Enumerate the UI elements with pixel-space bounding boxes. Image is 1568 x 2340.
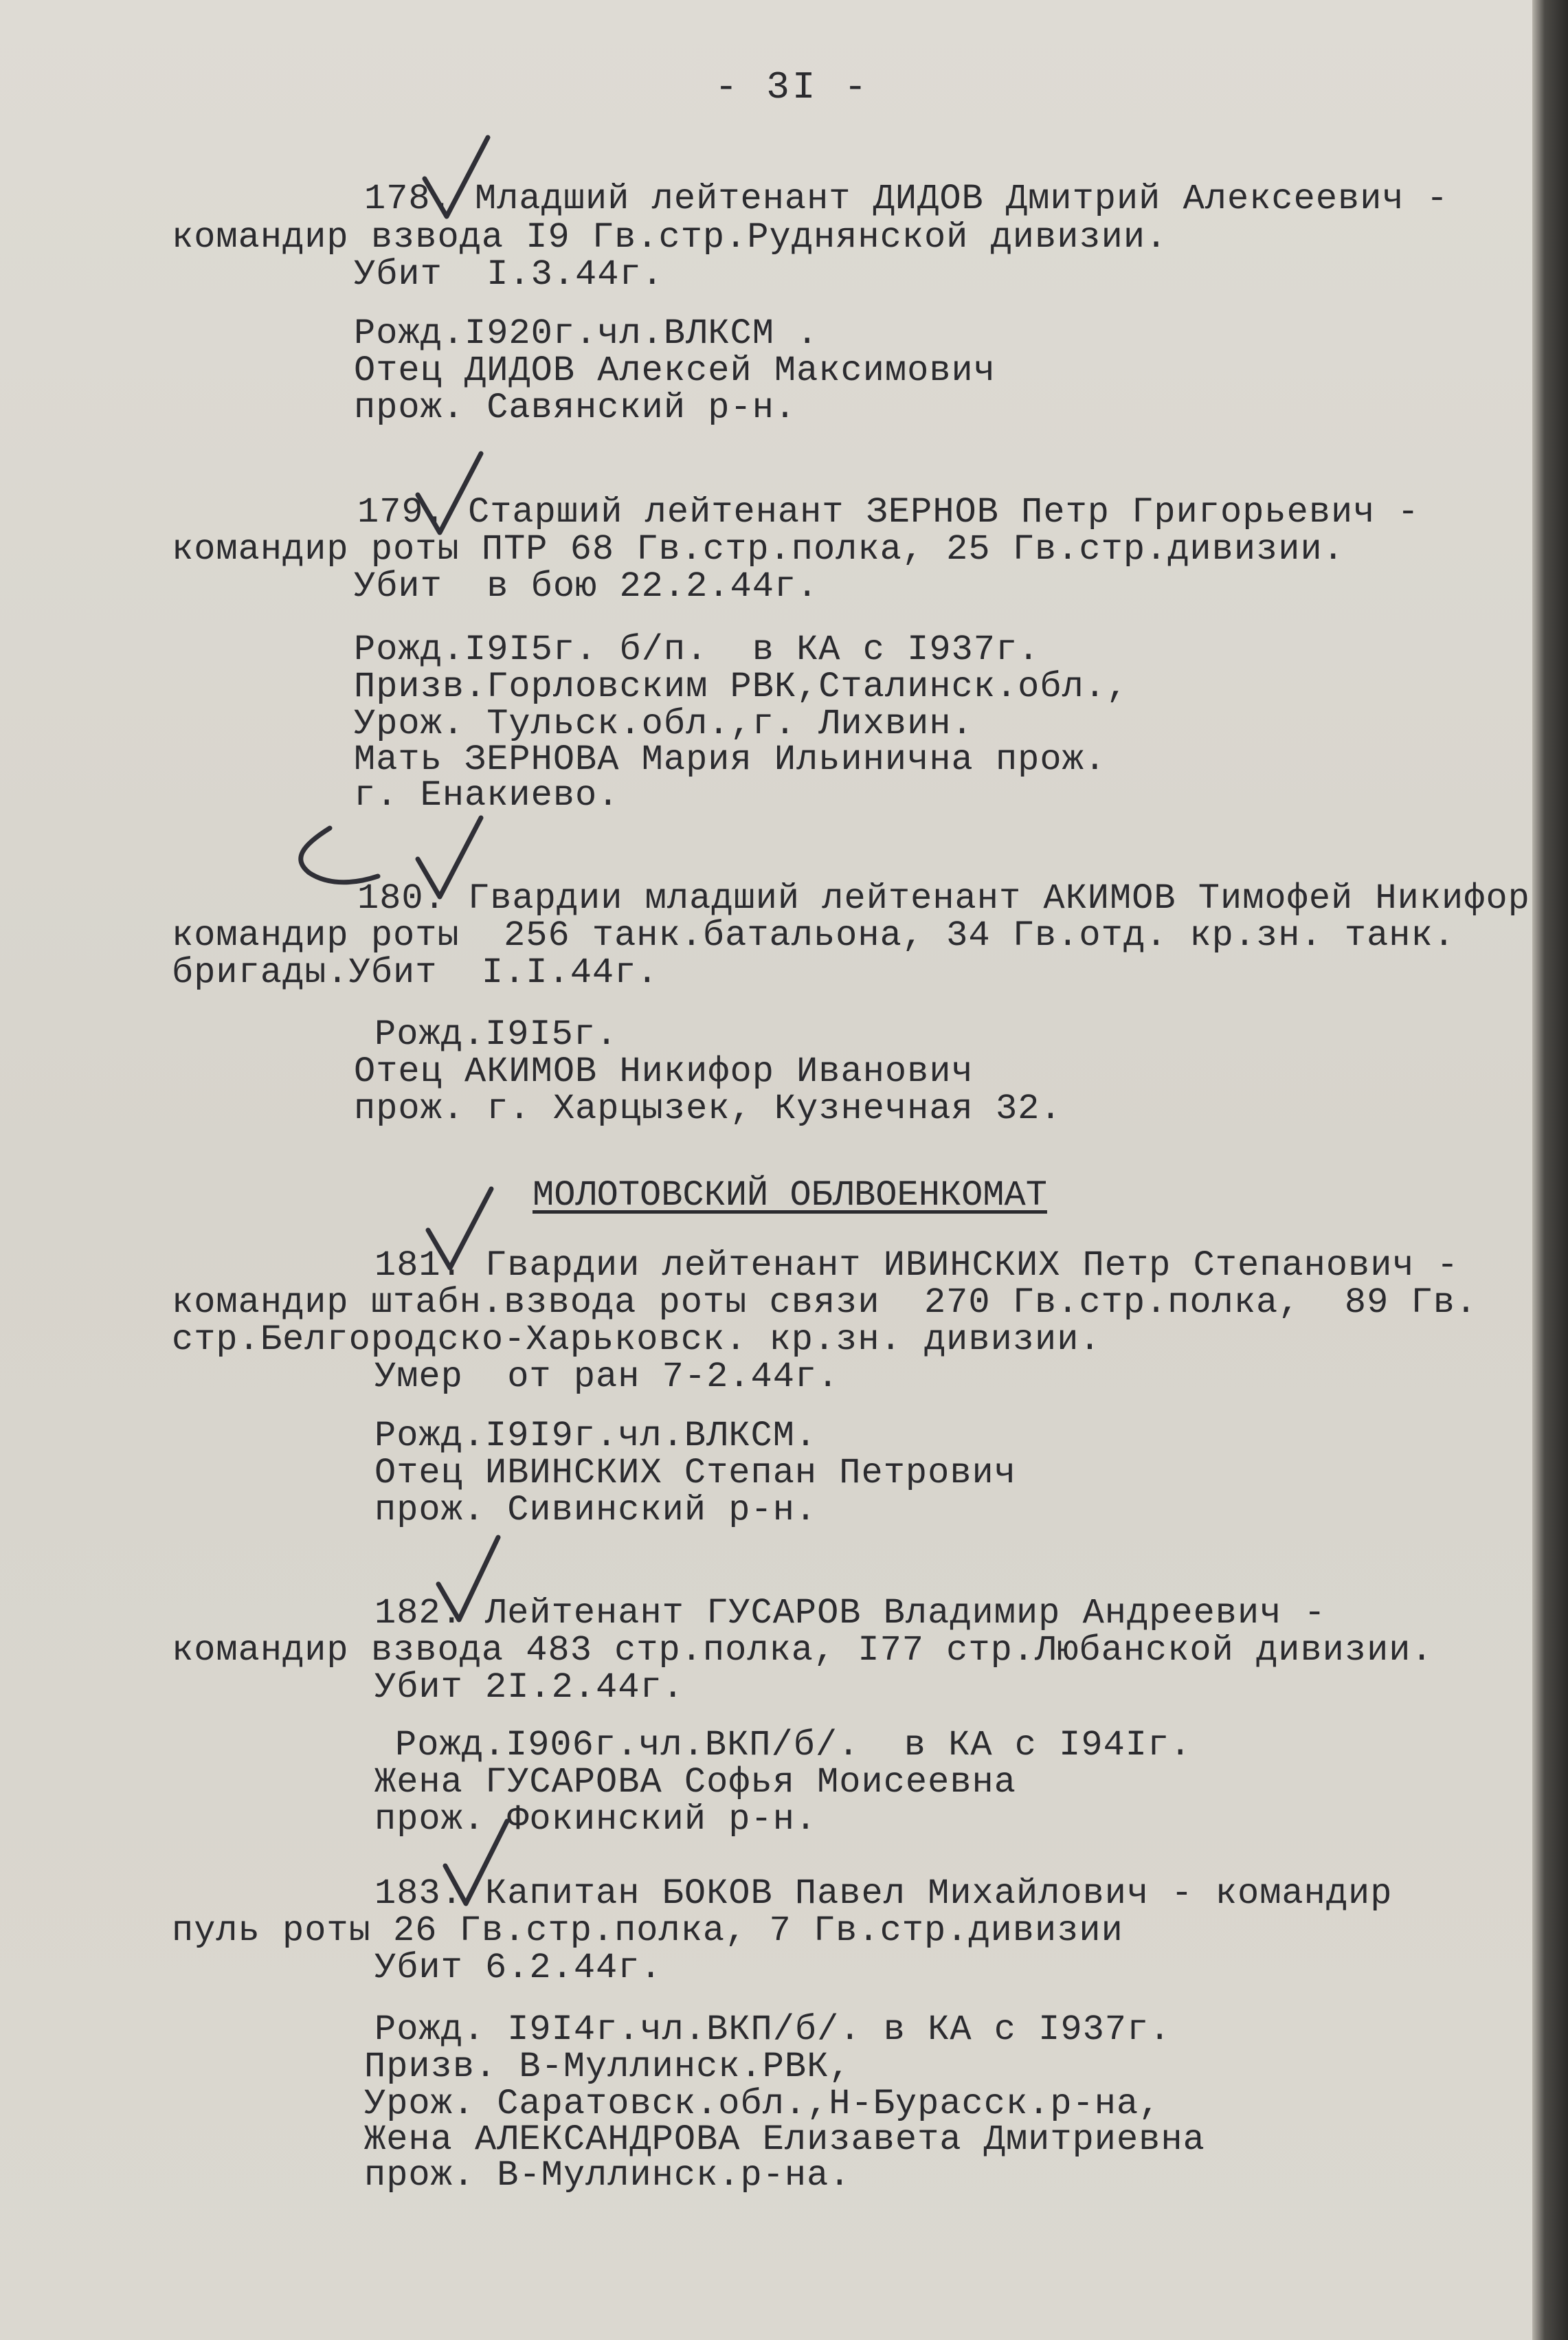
entry-183-line-4: Рожд. I9I4г.чл.ВКП/б/. в КА с I937г. <box>374 2009 1172 2050</box>
entry-183-line-3: Убит 6.2.44г. <box>374 1948 662 1988</box>
entry-179-line-4: Рожд.I9I5г. б/п. в КА с I937г. <box>354 629 1040 670</box>
checkmark-icon <box>433 1529 508 1625</box>
page-binding-edge <box>1532 0 1568 2340</box>
entry-182-line-5: Жена ГУСАРОВА Софья Моисеевна <box>374 1762 1016 1803</box>
entry-183-line-8: прож. В-Муллинск.р-на. <box>364 2155 851 2196</box>
checkmark-icon <box>440 1814 515 1910</box>
entry-183-line-6: Урож. Саратовск.обл.,Н-Бурасск.р-на, <box>364 2084 1161 2124</box>
hand-mark-icon <box>282 818 385 893</box>
entry-179-line-2: командир роты ПТР 68 Гв.стр.полка, 25 Гв.стр.дивизии. <box>172 529 1345 570</box>
checkmark-icon <box>412 811 488 907</box>
entry-178-line-4: Рожд.I920г.чл.ВЛКСМ . <box>354 313 819 354</box>
entry-183-line-1: 183. Капитан БОКОВ Павел Михайлович - командир <box>374 1873 1393 1914</box>
entry-178-line-6: прож. Савянский р-н. <box>354 388 797 428</box>
entry-178-line-2: командир взвода I9 Гв.стр.Руднянской дивизии. <box>172 217 1168 258</box>
entry-183-line-5: Призв. В-Муллинск.РВК, <box>364 2047 851 2087</box>
entry-181-line-1: 181. Гвардии лейтенант ИВИНСКИХ Петр Степанович - <box>374 1245 1459 1286</box>
checkmark-icon <box>423 1182 498 1278</box>
entry-181-line-5: Рожд.I9I9г.чл.ВЛКСМ. <box>374 1416 818 1456</box>
entry-178-line-5: Отец ДИДОВ Алексей Максимович <box>354 350 996 391</box>
entry-180-line-3: бригады.Убит I.I.44г. <box>172 952 659 993</box>
section-heading: МОЛОТОВСКИЙ ОБЛВОЕНКОМАТ <box>533 1175 1047 1216</box>
page-number: - 3I - <box>715 65 870 109</box>
entry-182-line-1: 182. Лейтенант ГУСАРОВ Владимир Андреевич - <box>374 1593 1326 1634</box>
entry-178-line-3: Убит I.3.44г. <box>354 254 664 295</box>
checkmark-icon <box>412 447 488 543</box>
entry-180-line-4: Рожд.I9I5г. <box>374 1014 618 1055</box>
entry-182-line-4: Рожд.I906г.чл.ВКП/б/. в КА с I94Iг. <box>395 1725 1192 1765</box>
entry-181-line-3: стр.Белгородско-Харьковск. кр.зн. дивизии. <box>172 1319 1101 1360</box>
entry-179-line-5: Призв.Горловским РВК,Сталинск.обл., <box>354 667 1129 707</box>
entry-179-line-8: г. Енакиево. <box>354 775 620 816</box>
entry-183-line-7: Жена АЛЕКСАНДРОВА Елизавета Дмитриевна <box>364 2119 1205 2160</box>
entry-182-line-2: командир взвода 483 стр.полка, I77 стр.Любанской дивизии. <box>172 1630 1433 1671</box>
entry-182-line-3: Убит 2I.2.44г. <box>374 1667 684 1708</box>
entry-178-line-1: 178. Младший лейтенант ДИДОВ Дмитрий Алексеевич - <box>364 179 1449 219</box>
entry-183-line-2: пуль роты 26 Гв.стр.полка, 7 Гв.стр.дивизии <box>172 1910 1123 1951</box>
entry-180-line-1: 180. Гвардии младший лейтенант АКИМОВ Тимофей Никифор <box>357 878 1530 919</box>
entry-179-line-7: Мать ЗЕРНОВА Мария Ильинична прож. <box>354 739 1106 780</box>
entry-181-line-4: Умер от ран 7-2.44г. <box>374 1357 840 1397</box>
entry-179-line-3: Убит в бою 22.2.44г. <box>354 566 819 607</box>
entry-179-line-6: Урож. Тульск.обл.,г. Лихвин. <box>354 704 974 744</box>
entry-179-line-1: 179. Старший лейтенант ЗЕРНОВ Петр Григорьевич - <box>357 492 1420 533</box>
entry-180-line-2: командир роты 256 танк.батальона, 34 Гв.отд. кр.зн. танк. <box>172 915 1455 956</box>
entry-180-line-5: Отец АКИМОВ Никифор Иванович <box>354 1051 974 1092</box>
entry-180-line-6: прож. г. Харцызек, Кузнечная 32. <box>354 1089 1062 1129</box>
checkmark-icon <box>419 131 495 227</box>
entry-181-line-7: прож. Сивинский р-н. <box>374 1490 818 1530</box>
entry-181-line-6: Отец ИВИНСКИХ Степан Петрович <box>374 1453 1016 1493</box>
entry-182-line-6: прож. Фокинский р-н. <box>374 1799 818 1840</box>
entry-181-line-2: командир штабн.взвода роты связи 270 Гв.стр.полка, 89 Гв. <box>172 1282 1478 1323</box>
